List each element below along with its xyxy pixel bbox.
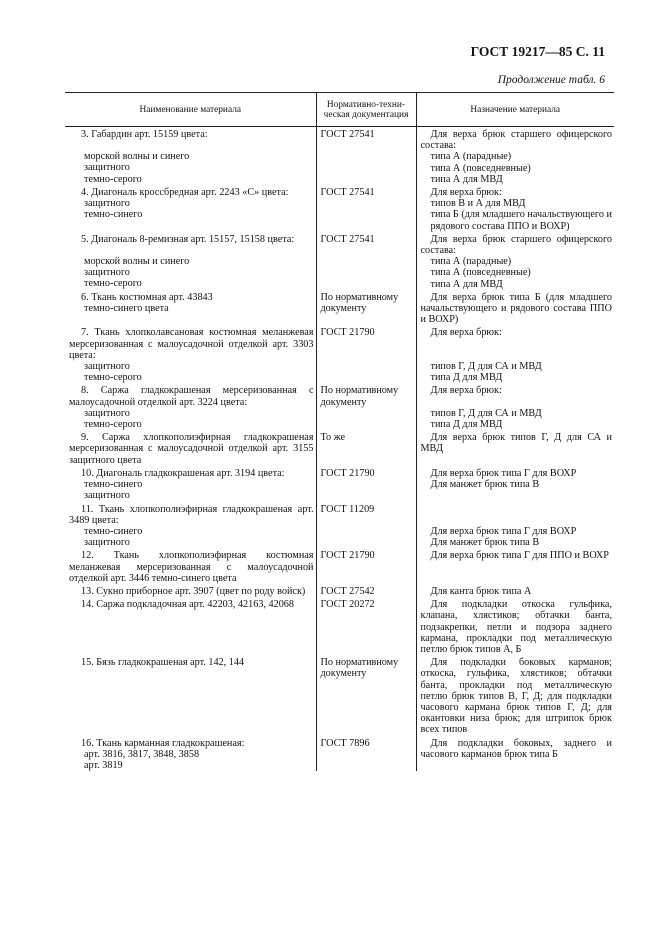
material-color-variant: арт. 3819 (84, 759, 123, 771)
table-row (65, 548, 614, 584)
purpose-text: Для верха брюк: (430, 385, 502, 397)
purpose-text: Для верха брюк типа Г для ППО и ВОХР (430, 550, 609, 562)
table-row (65, 597, 614, 655)
material-cell (65, 127, 316, 186)
purpose-variant: Для канта брюк типа А (430, 585, 532, 597)
material-cell (65, 736, 316, 772)
purpose-variant: типа Б (для младшего начальствующего и рядового состава ППО и ВОХР) (430, 209, 612, 232)
material-name: 14. Саржа подкладочная арт. 42203, 42163, 42068 (81, 599, 294, 611)
purpose-text: Для верха брюк типа Б (для младшего начальствующего и рядового состава ППО и ВОХР) (420, 291, 612, 326)
purpose-text: Для подкладки откоска гульфика, клапана, хлястиков; обтачки банта, подзакрепки, петли и подзора заднего кармана, прокладки под металлическую петлю брюк типов А, Б (420, 599, 612, 655)
material-cell (65, 655, 316, 735)
material-color-variant: темно-синего (84, 479, 143, 491)
material-cell (65, 232, 316, 290)
table-header-row (65, 93, 614, 127)
material-cell (65, 185, 316, 232)
purpose-variant: типов Г, Д для СА и МВД (430, 360, 542, 372)
purpose-variant: типа Д для МВД (430, 418, 503, 430)
purpose-variant: Для манжет брюк типа В (430, 536, 540, 548)
purpose-cell (416, 430, 614, 466)
spacer (421, 397, 613, 408)
column-header-material: Наименование материала (65, 93, 316, 127)
spacer (421, 350, 613, 361)
material-color-variant: защитного (84, 537, 130, 549)
table-row (65, 325, 614, 383)
purpose-text: Для подкладки боковых, заднего и часового карманов брюк типа Б (420, 737, 612, 760)
page-header-standard: ГОСТ 19217—85 С. 11 (470, 44, 605, 59)
material-cell (65, 466, 316, 502)
documentation-cell: ГОСТ 27541 (316, 127, 416, 186)
material-name: 11. Ткань хлопкополиэфирная гладкокрашеная арт. 3489 цвета: (69, 503, 314, 526)
table-row (65, 466, 614, 502)
material-color-variant: защитного (84, 267, 130, 279)
purpose-cell (416, 466, 614, 502)
material-cell (65, 584, 316, 597)
purpose-variant: Для манжет брюк типа В (430, 479, 540, 491)
material-name: 5. Диагональ 8-ремизная арт. 15157, 15158 цвета: (81, 233, 295, 245)
material-color-variant: темно-синего (84, 525, 143, 537)
purpose-cell (416, 383, 614, 430)
purpose-variant: типа А для МВД (430, 278, 503, 290)
documentation-cell: То же (316, 430, 416, 466)
documentation-cell: По нормативному документу (316, 290, 416, 326)
material-name: 4. Диагональ кроссбредная арт. 2243 «С» цвета: (81, 187, 289, 199)
table-row (65, 232, 614, 290)
documentation-cell: ГОСТ 20272 (316, 597, 416, 655)
material-cell (65, 383, 316, 430)
purpose-cell (416, 290, 614, 326)
purpose-cell (416, 127, 614, 186)
purpose-cell (416, 655, 614, 735)
purpose-variant: типов В и А для МВД (430, 198, 526, 210)
documentation-cell: ГОСТ 21790 (316, 548, 416, 584)
table-row (65, 290, 614, 326)
purpose-cell (416, 597, 614, 655)
documentation-cell: ГОСТ 21790 (316, 325, 416, 383)
spacer (421, 504, 613, 515)
purpose-cell (416, 185, 614, 232)
table-row (65, 655, 614, 735)
purpose-text: Для верха брюк типов Г, Д для СА и МВД (420, 432, 612, 455)
purpose-variant: типа А (повседневные) (430, 267, 531, 279)
table-row (65, 736, 614, 772)
table-continuation-label: Продолжение табл. 6 (497, 74, 605, 86)
purpose-cell (416, 502, 614, 549)
spacer (421, 515, 613, 526)
purpose-text: Для подкладки боковых карманов; откоска, гульфика, хлястиков; обтачки банта, прокладки под металлическую петлю брюк типов В, Г, Д; для подкладки часового кармана брюк типов Г, Д; для окантовки низа брюк; для штрипок брюк всех типов (420, 657, 612, 736)
purpose-text: Для верха брюк: (430, 327, 502, 339)
purpose-cell (416, 232, 614, 290)
documentation-cell: ГОСТ 27541 (316, 185, 416, 232)
purpose-cell (416, 736, 614, 772)
purpose-variant: типа А для МВД (430, 173, 503, 185)
purpose-cell (416, 548, 614, 584)
documentation-cell: ГОСТ 11209 (316, 502, 416, 549)
material-name: 16. Ткань карманная гладкокрашеная: (81, 737, 245, 749)
purpose-variant: типа А (парадные) (430, 256, 512, 268)
documentation-cell: ГОСТ 27541 (316, 232, 416, 290)
material-color-variant: морской волны и синего (84, 151, 190, 163)
purpose-text: Для верха брюк: (430, 187, 502, 199)
purpose-text: Для верха брюк старшего офицерского состава: (420, 129, 612, 152)
purpose-variant: типа А (парадные) (430, 151, 512, 163)
material-name: 13. Сукно приборное арт. 3907 (цвет по роду войск) (81, 585, 306, 597)
material-color-variant: темно-синего (84, 209, 143, 221)
purpose-variant: типа А (повседневные) (430, 162, 531, 174)
material-color-variant: темно-серого (84, 372, 142, 384)
purpose-cell (416, 325, 614, 383)
table-row (65, 185, 614, 232)
purpose-variant: типа Д для МВД (430, 371, 503, 383)
table-row (65, 584, 614, 597)
purpose-variant: Для верха брюк типа Г для ВОХР (430, 525, 577, 537)
material-color-variant: защитного (84, 198, 130, 210)
material-cell (65, 502, 316, 549)
material-color-variant: защитного (84, 361, 130, 373)
column-header-purpose: Назначение материала (416, 93, 614, 127)
spacer (421, 339, 613, 350)
material-name: 8. Саржа гладкокрашеная мерсеризованная с малоусадочной отделкой арт. 3224 цвета: (69, 385, 314, 408)
material-name: 3. Габардин арт. 15159 цвета: (81, 129, 208, 140)
material-color-variant: темно-серого (84, 419, 142, 431)
material-cell (65, 430, 316, 466)
table-body (65, 127, 614, 772)
table-row (65, 430, 614, 466)
purpose-cell (416, 584, 614, 597)
purpose-variant: Для верха брюк типа Г для ВОХР (430, 467, 577, 479)
material-color-variant: защитного (84, 162, 130, 174)
table-row (65, 383, 614, 430)
material-color-variant: защитного (84, 490, 130, 502)
material-cell (65, 597, 316, 655)
column-header-documentation: Нормативно-техни- ческая документация (316, 93, 416, 127)
purpose-variant: типов Г, Д для СА и МВД (430, 407, 542, 419)
material-name: 12. Ткань хлопкополиэфирная костюмная меланжевая мерсеризованная с малоусадочной отделкой арт. 3446 темно-синего цвета (69, 550, 314, 584)
documentation-cell: ГОСТ 21790 (316, 466, 416, 502)
material-color-variant: темно-синего цвета (84, 303, 169, 315)
materials-table (65, 92, 614, 771)
documentation-cell: По нормативному документу (316, 383, 416, 430)
spacer (69, 245, 314, 256)
documentation-cell: ГОСТ 7896 (316, 736, 416, 772)
material-name: 15. Бязь гладкокрашеная арт. 142, 144 (81, 657, 245, 669)
spacer (69, 140, 314, 151)
table-row (65, 127, 614, 186)
material-color-variant: морской волны и синего (84, 256, 190, 268)
material-name: 6. Ткань костюмная арт. 43843 (81, 291, 213, 303)
material-name: 9. Саржа хлопкополиэфирная гладкокрашеная мерсеризованная с малоусадочной отделкой арт. 3155 защитного цвета (69, 432, 314, 466)
material-name: 10. Диагональ гладкокрашеная арт. 3194 цвета: (81, 467, 285, 479)
material-name: 7. Ткань хлопколавсановая костюмная меланжевая мерсеризованная с малоусадочной отделкой арт. 3303 цвета: (69, 327, 314, 361)
material-cell (65, 325, 316, 383)
material-color-variant: темно-серого (84, 173, 142, 185)
purpose-text: Для верха брюк старшего офицерского состава: (420, 233, 612, 257)
material-color-variant: защитного (84, 407, 130, 419)
material-cell (65, 290, 316, 326)
material-cell (65, 548, 316, 584)
material-color-variant: арт. 3816, 3817, 3848, 3858 (84, 748, 200, 760)
documentation-cell: По нормативному документу (316, 655, 416, 735)
documentation-cell: ГОСТ 27542 (316, 584, 416, 597)
table-row (65, 502, 614, 549)
material-color-variant: темно-серого (84, 278, 142, 290)
